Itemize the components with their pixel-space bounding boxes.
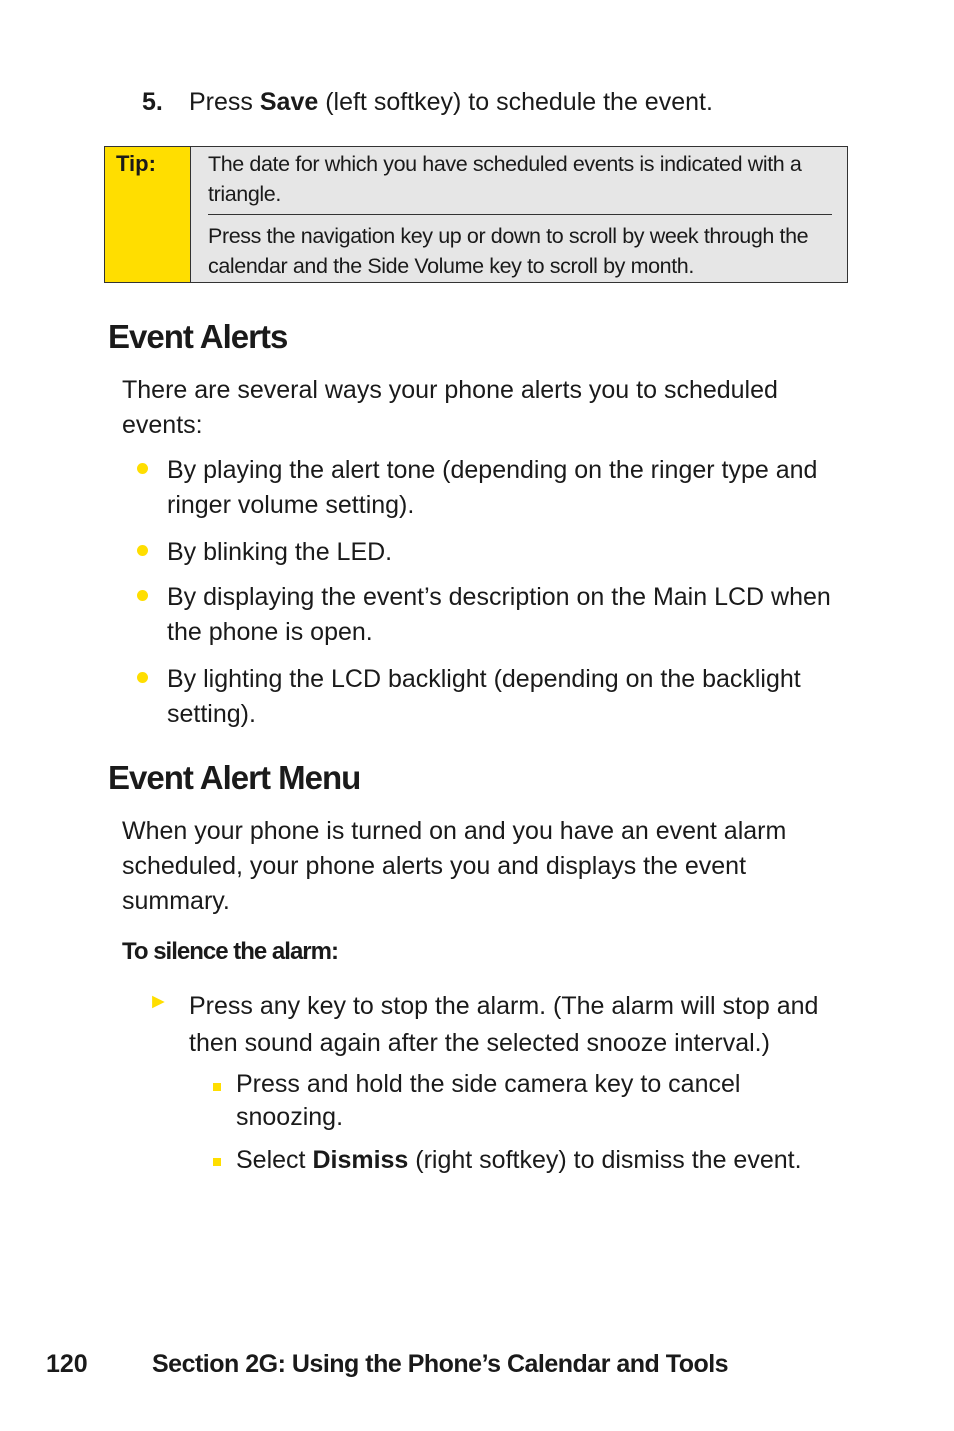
sub-bullet-1: Press and hold the side camera key to cancel snoozing. [236, 1070, 741, 1131]
step-number: 5. [142, 88, 163, 116]
tip-label-cell [105, 147, 191, 282]
event-alert-menu-intro: When your phone is turned on and you have an event alarm scheduled, your phone alerts you and displays the event summary. [122, 817, 787, 915]
bullet-dot [137, 545, 148, 556]
arrow-icon: ► [148, 990, 169, 1013]
bullet-dot [137, 672, 148, 683]
bullet-item-4: By lighting the LCD backlight (depending on the backlight setting). [167, 665, 801, 728]
bullet-item-1: By playing the alert tone (depending on the ringer type and ringer volume setting). [167, 456, 818, 519]
tip-divider [208, 214, 832, 215]
sub-bullet-2-post: (right softkey) to dismiss the event. [408, 1146, 802, 1174]
tip-text-1: The date for which you have scheduled events is indicated with a triangle. [208, 152, 802, 206]
event-alerts-intro: There are several ways your phone alerts you to scheduled events: [122, 376, 778, 439]
step-text-post: (left softkey) to schedule the event. [318, 88, 713, 116]
tip-text-2: Press the navigation key up or down to scroll by week through the calendar and the Side Volume key to scroll by month. [208, 224, 809, 278]
step-text [189, 88, 713, 117]
tip-box [104, 146, 848, 283]
step-text-pre: Press [189, 88, 260, 116]
square-bullet-icon [213, 1083, 221, 1091]
save-key-label: Save [259, 88, 319, 116]
sub-bullet-2 [236, 1143, 876, 1178]
event-alert-menu-heading: Event Alert Menu [108, 759, 361, 796]
bullet-item-3: By displaying the event’s description on the Main LCD when the phone is open. [167, 583, 831, 646]
section-title: Section 2G: Using the Phone’s Calendar and Tools [152, 1350, 729, 1378]
silence-alarm-subheading: To silence the alarm: [122, 938, 338, 965]
event-alerts-heading: Event Alerts [108, 318, 288, 355]
bullet-dot [137, 590, 148, 601]
square-bullet-icon [213, 1158, 221, 1166]
dismiss-key-label: Dismiss [312, 1146, 409, 1174]
arrow-step-text: Press any key to stop the alarm. (The alarm will stop and then sound again after the selected snooze interval.) [189, 992, 819, 1057]
sub-bullet-2-pre: Select [236, 1146, 313, 1174]
bullet-dot [137, 463, 148, 474]
bullet-item-2: By blinking the LED. [167, 538, 393, 566]
page-number: 120 [46, 1350, 88, 1378]
tip-label: Tip: [116, 151, 156, 176]
